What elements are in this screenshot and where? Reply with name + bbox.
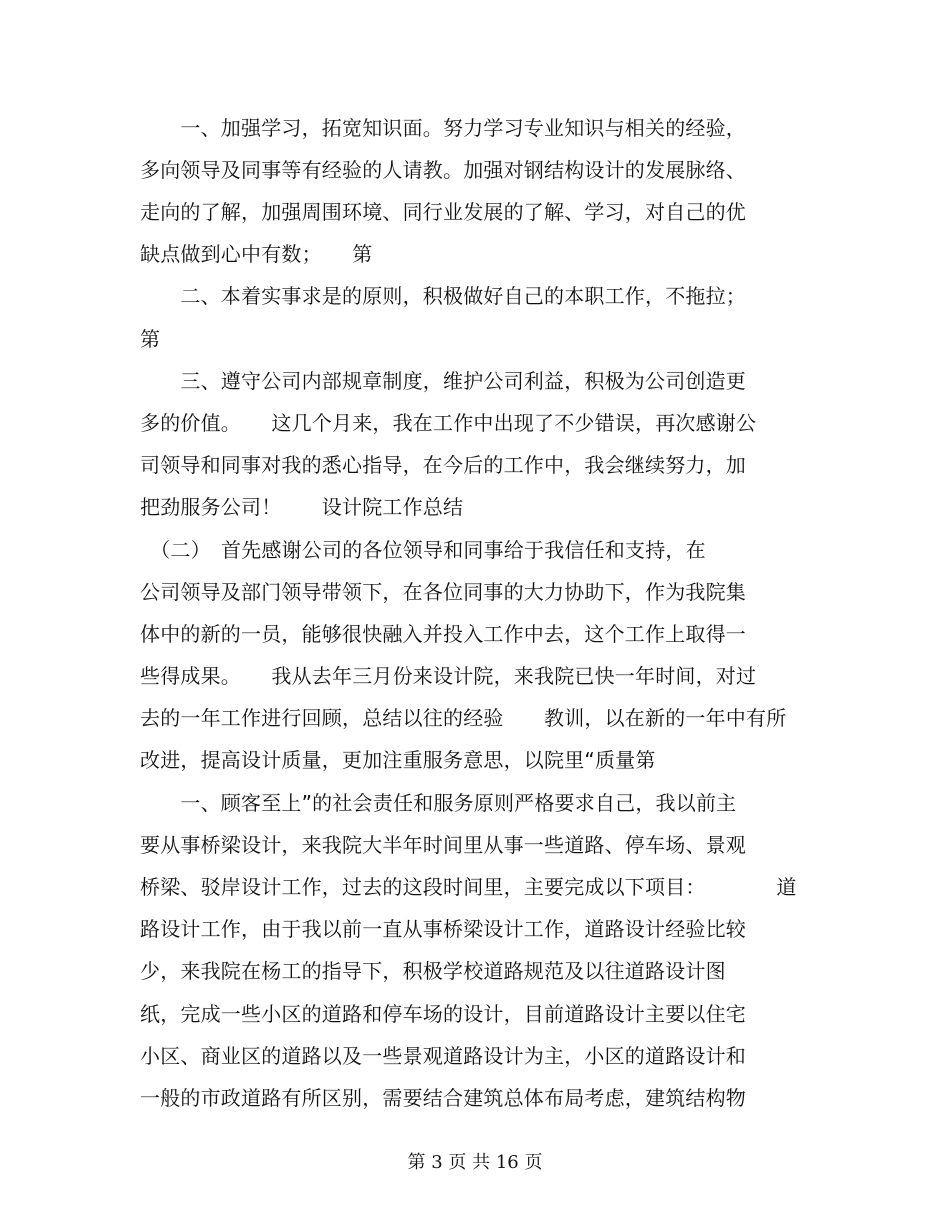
text-line: 走向的了解，加强周围环境、同行业发展的了解、学习，对自己的优: [140, 200, 746, 224]
text-line: 小区、商业区的道路以及一些景观道路设计为主，小区的道路设计和: [140, 1044, 746, 1068]
text-line: 纸，完成一些小区的道路和停车场的设计，目前道路设计主要以住宅: [140, 1002, 746, 1026]
text-line: 少，来我院在杨工的指导下，积极学校道路规范及以往道路设计图: [140, 959, 726, 983]
text-line: 体中的新的一员，能够很快融入并投入工作中去，这个工作上取得一: [140, 622, 746, 646]
text-line: 多的价值。 这几个月来，我在工作中出现了不少错误，再次感谢公: [140, 411, 757, 435]
text-line: 桥梁、驳岸设计工作，过去的这段时间里，主要完成以下项目： 道: [140, 875, 797, 899]
text-line: 一、顾客至上”的社会责任和服务原则严格要求自己，我以前主: [140, 791, 737, 815]
text-line: 改进，提高设计质量，更加注重服务意思，以院里“质量第: [140, 748, 656, 772]
text-line: 司领导和同事对我的悉心指导，在今后的工作中，我会继续努力，加: [140, 453, 746, 477]
text-line: 一、加强学习，拓宽知识面。努力学习专业知识与相关的经验，: [140, 116, 746, 140]
text-line: 把劲服务公司！ 设计院工作总结: [140, 495, 464, 519]
text-line: 要从事桥梁设计，来我院大半年时间里从事一些道路、停车场、景观: [140, 833, 746, 857]
text-line: 三、遵守公司内部规章制度，维护公司利益，积极为公司创造更: [140, 369, 746, 393]
text-line: （二） 首先感谢公司的各位领导和同事给于我信任和支持，在: [140, 538, 706, 562]
text-line: 公司领导及部门领导带领下，在各位同事的大力协助下，作为我院集: [140, 580, 746, 604]
page-number-footer: 第 3 页 共 16 页: [407, 1152, 543, 1173]
text-line: 多向领导及同事等有经验的人请教。加强对钢结构设计的发展脉络、: [140, 158, 746, 182]
text-line: 些得成果。 我从去年三月份来设计院，来我院已快一年时间，对过: [140, 664, 757, 688]
text-line: 一般的市政道路有所区别，需要结合建筑总体布局考虑，建筑结构物: [140, 1086, 746, 1110]
text-line: 第: [140, 327, 161, 351]
text-line: 路设计工作，由于我以前一直从事桥梁设计工作，道路设计经验比较: [140, 917, 746, 941]
text-line: 去的一年工作进行回顾，总结以往的经验 教训，以在新的一年中有所: [140, 706, 787, 730]
text-line: 缺点做到心中有数； 第: [140, 242, 373, 266]
text-line: 二、本着实事求是的原则，积极做好自己的本职工作，不拖拉；: [140, 284, 746, 308]
